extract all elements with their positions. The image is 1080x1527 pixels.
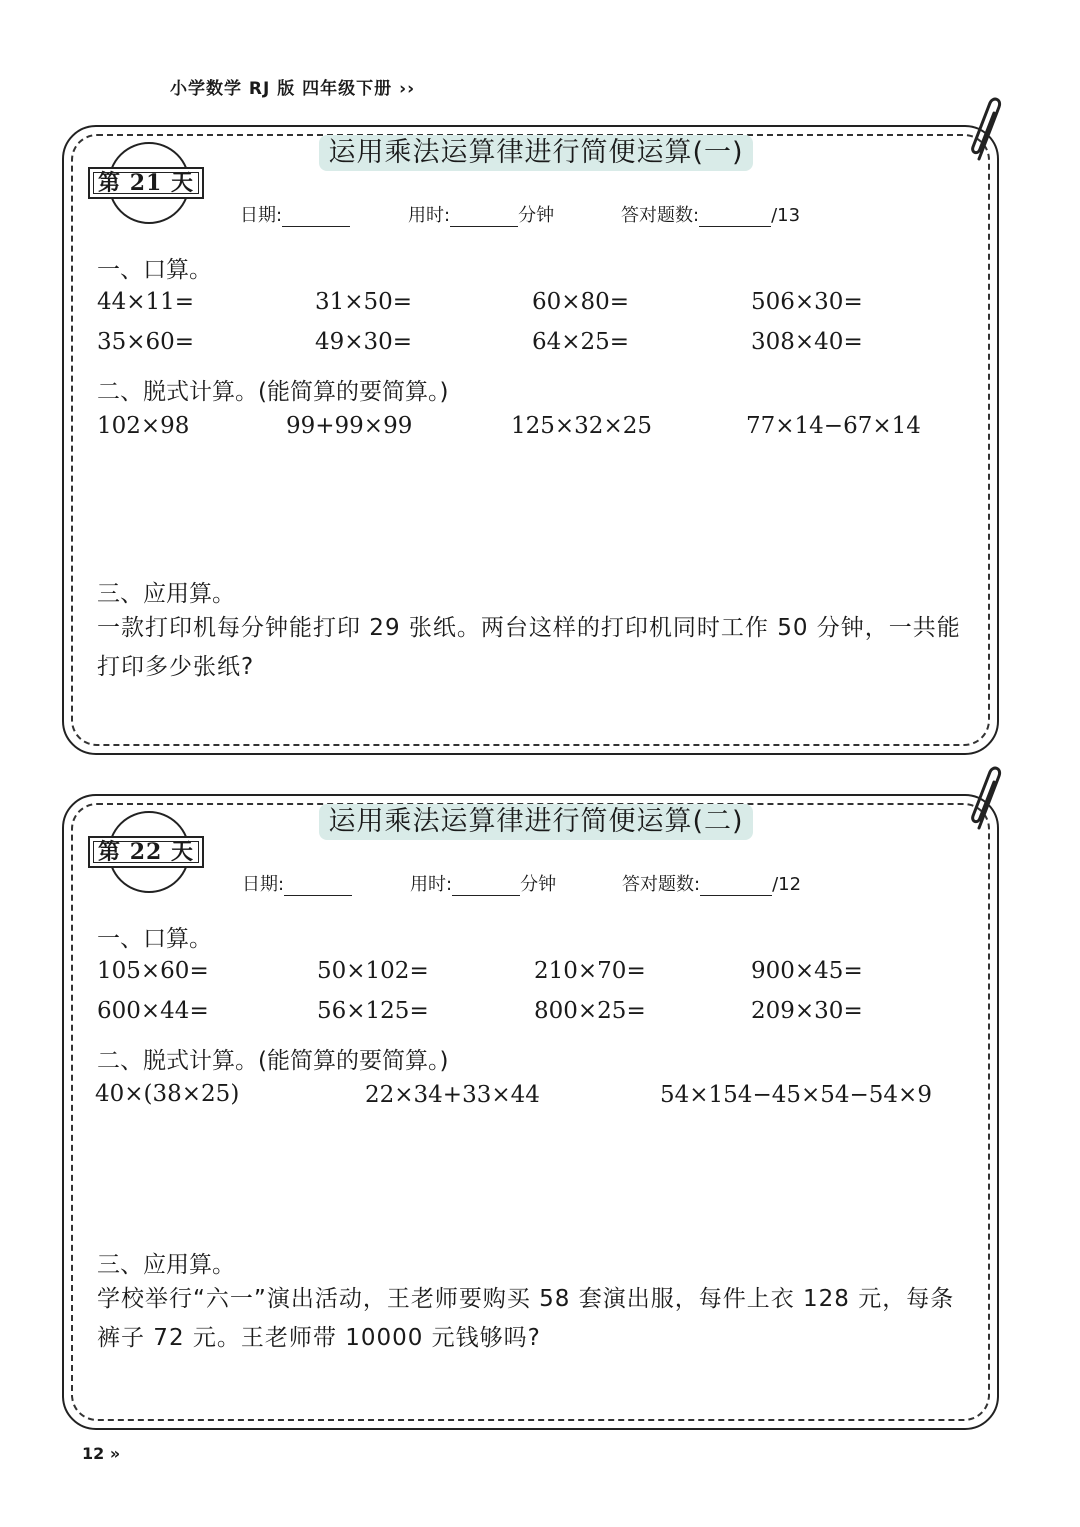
time-label: 用时: — [410, 874, 453, 895]
section-oral-title: 一、口算。 — [97, 926, 212, 952]
day-label: 第 22 天 — [88, 836, 204, 868]
oral-item: 506×30= — [751, 289, 863, 315]
paperclip-icon — [965, 766, 1009, 836]
minutes-unit: 分钟 — [518, 205, 555, 226]
day-label: 第 21 天 — [88, 167, 204, 199]
minutes-unit: 分钟 — [520, 874, 557, 895]
running-head: 小学数学 RJ 版 四年级下册 ›› — [170, 79, 416, 99]
oral-item: 105×60= — [97, 958, 209, 984]
score-field — [621, 201, 800, 227]
oral-item: 44×11= — [97, 289, 195, 315]
oral-item: 60×80= — [532, 289, 630, 315]
calc-item: 22×34+33×44 — [365, 1082, 540, 1108]
day-22-card — [62, 794, 999, 1430]
word-problem: 学校举行“六一”演出活动，王老师要购买 58 套演出服，每件上衣 128 元，每条裤子 72 元。王老师带 10000 元钱够吗? — [97, 1286, 955, 1351]
date-blank[interactable] — [284, 875, 352, 896]
time-blank[interactable] — [452, 875, 520, 896]
time-blank[interactable] — [450, 206, 518, 227]
section-calc-title: 二、脱式计算。(能简算的要简算。) — [97, 379, 449, 405]
oral-item: 31×50= — [315, 289, 413, 315]
time-field — [408, 201, 554, 227]
oral-item: 800×25= — [534, 998, 646, 1024]
total-count: /12 — [772, 874, 802, 895]
calc-item: 77×14−67×14 — [746, 413, 921, 439]
calc-item: 99+99×99 — [286, 413, 413, 439]
calc-item: 102×98 — [97, 413, 190, 439]
score-blank[interactable] — [700, 875, 772, 896]
total-count: /13 — [771, 205, 801, 226]
calc-item: 54×154−45×54−54×9 — [660, 1082, 932, 1108]
correct-label: 答对题数: — [621, 205, 700, 226]
oral-item: 600×44= — [97, 998, 209, 1024]
word-problem: 一款打印机每分钟能打印 29 张纸。两台这样的打印机同时工作 50 分钟，一共能打印多少张纸? — [97, 615, 961, 680]
info-row — [64, 201, 997, 227]
oral-item: 64×25= — [532, 329, 630, 355]
oral-item: 308×40= — [751, 329, 863, 355]
oral-item: 900×45= — [751, 958, 863, 984]
oral-item: 210×70= — [534, 958, 646, 984]
date-field — [240, 201, 350, 227]
day-21-card — [62, 125, 999, 755]
score-field — [622, 870, 801, 896]
paperclip-icon — [965, 97, 1009, 167]
date-label: 日期: — [242, 874, 285, 895]
lesson-title: 运用乘法运算律进行简便运算(一) — [319, 135, 753, 171]
date-blank[interactable] — [282, 206, 350, 227]
section-application-title: 三、应用算。 — [97, 1252, 235, 1278]
score-blank[interactable] — [699, 206, 771, 227]
section-application-title: 三、应用算。 — [97, 581, 235, 607]
oral-item: 56×125= — [317, 998, 429, 1024]
date-label: 日期: — [240, 205, 283, 226]
oral-item: 35×60= — [97, 329, 195, 355]
date-field — [242, 870, 352, 896]
page-number: 12 » — [82, 1444, 121, 1463]
lesson-title: 运用乘法运算律进行简便运算(二) — [319, 804, 753, 840]
time-label: 用时: — [408, 205, 451, 226]
calc-item: 125×32×25 — [511, 413, 652, 439]
oral-item: 49×30= — [315, 329, 413, 355]
section-calc-title: 二、脱式计算。(能简算的要简算。) — [97, 1048, 449, 1074]
oral-item: 50×102= — [317, 958, 429, 984]
correct-label: 答对题数: — [622, 874, 701, 895]
oral-item: 209×30= — [751, 998, 863, 1024]
time-field — [410, 870, 556, 896]
section-oral-title: 一、口算。 — [97, 257, 212, 283]
info-row — [64, 870, 997, 896]
calc-item: 40×(38×25) — [95, 1081, 240, 1107]
